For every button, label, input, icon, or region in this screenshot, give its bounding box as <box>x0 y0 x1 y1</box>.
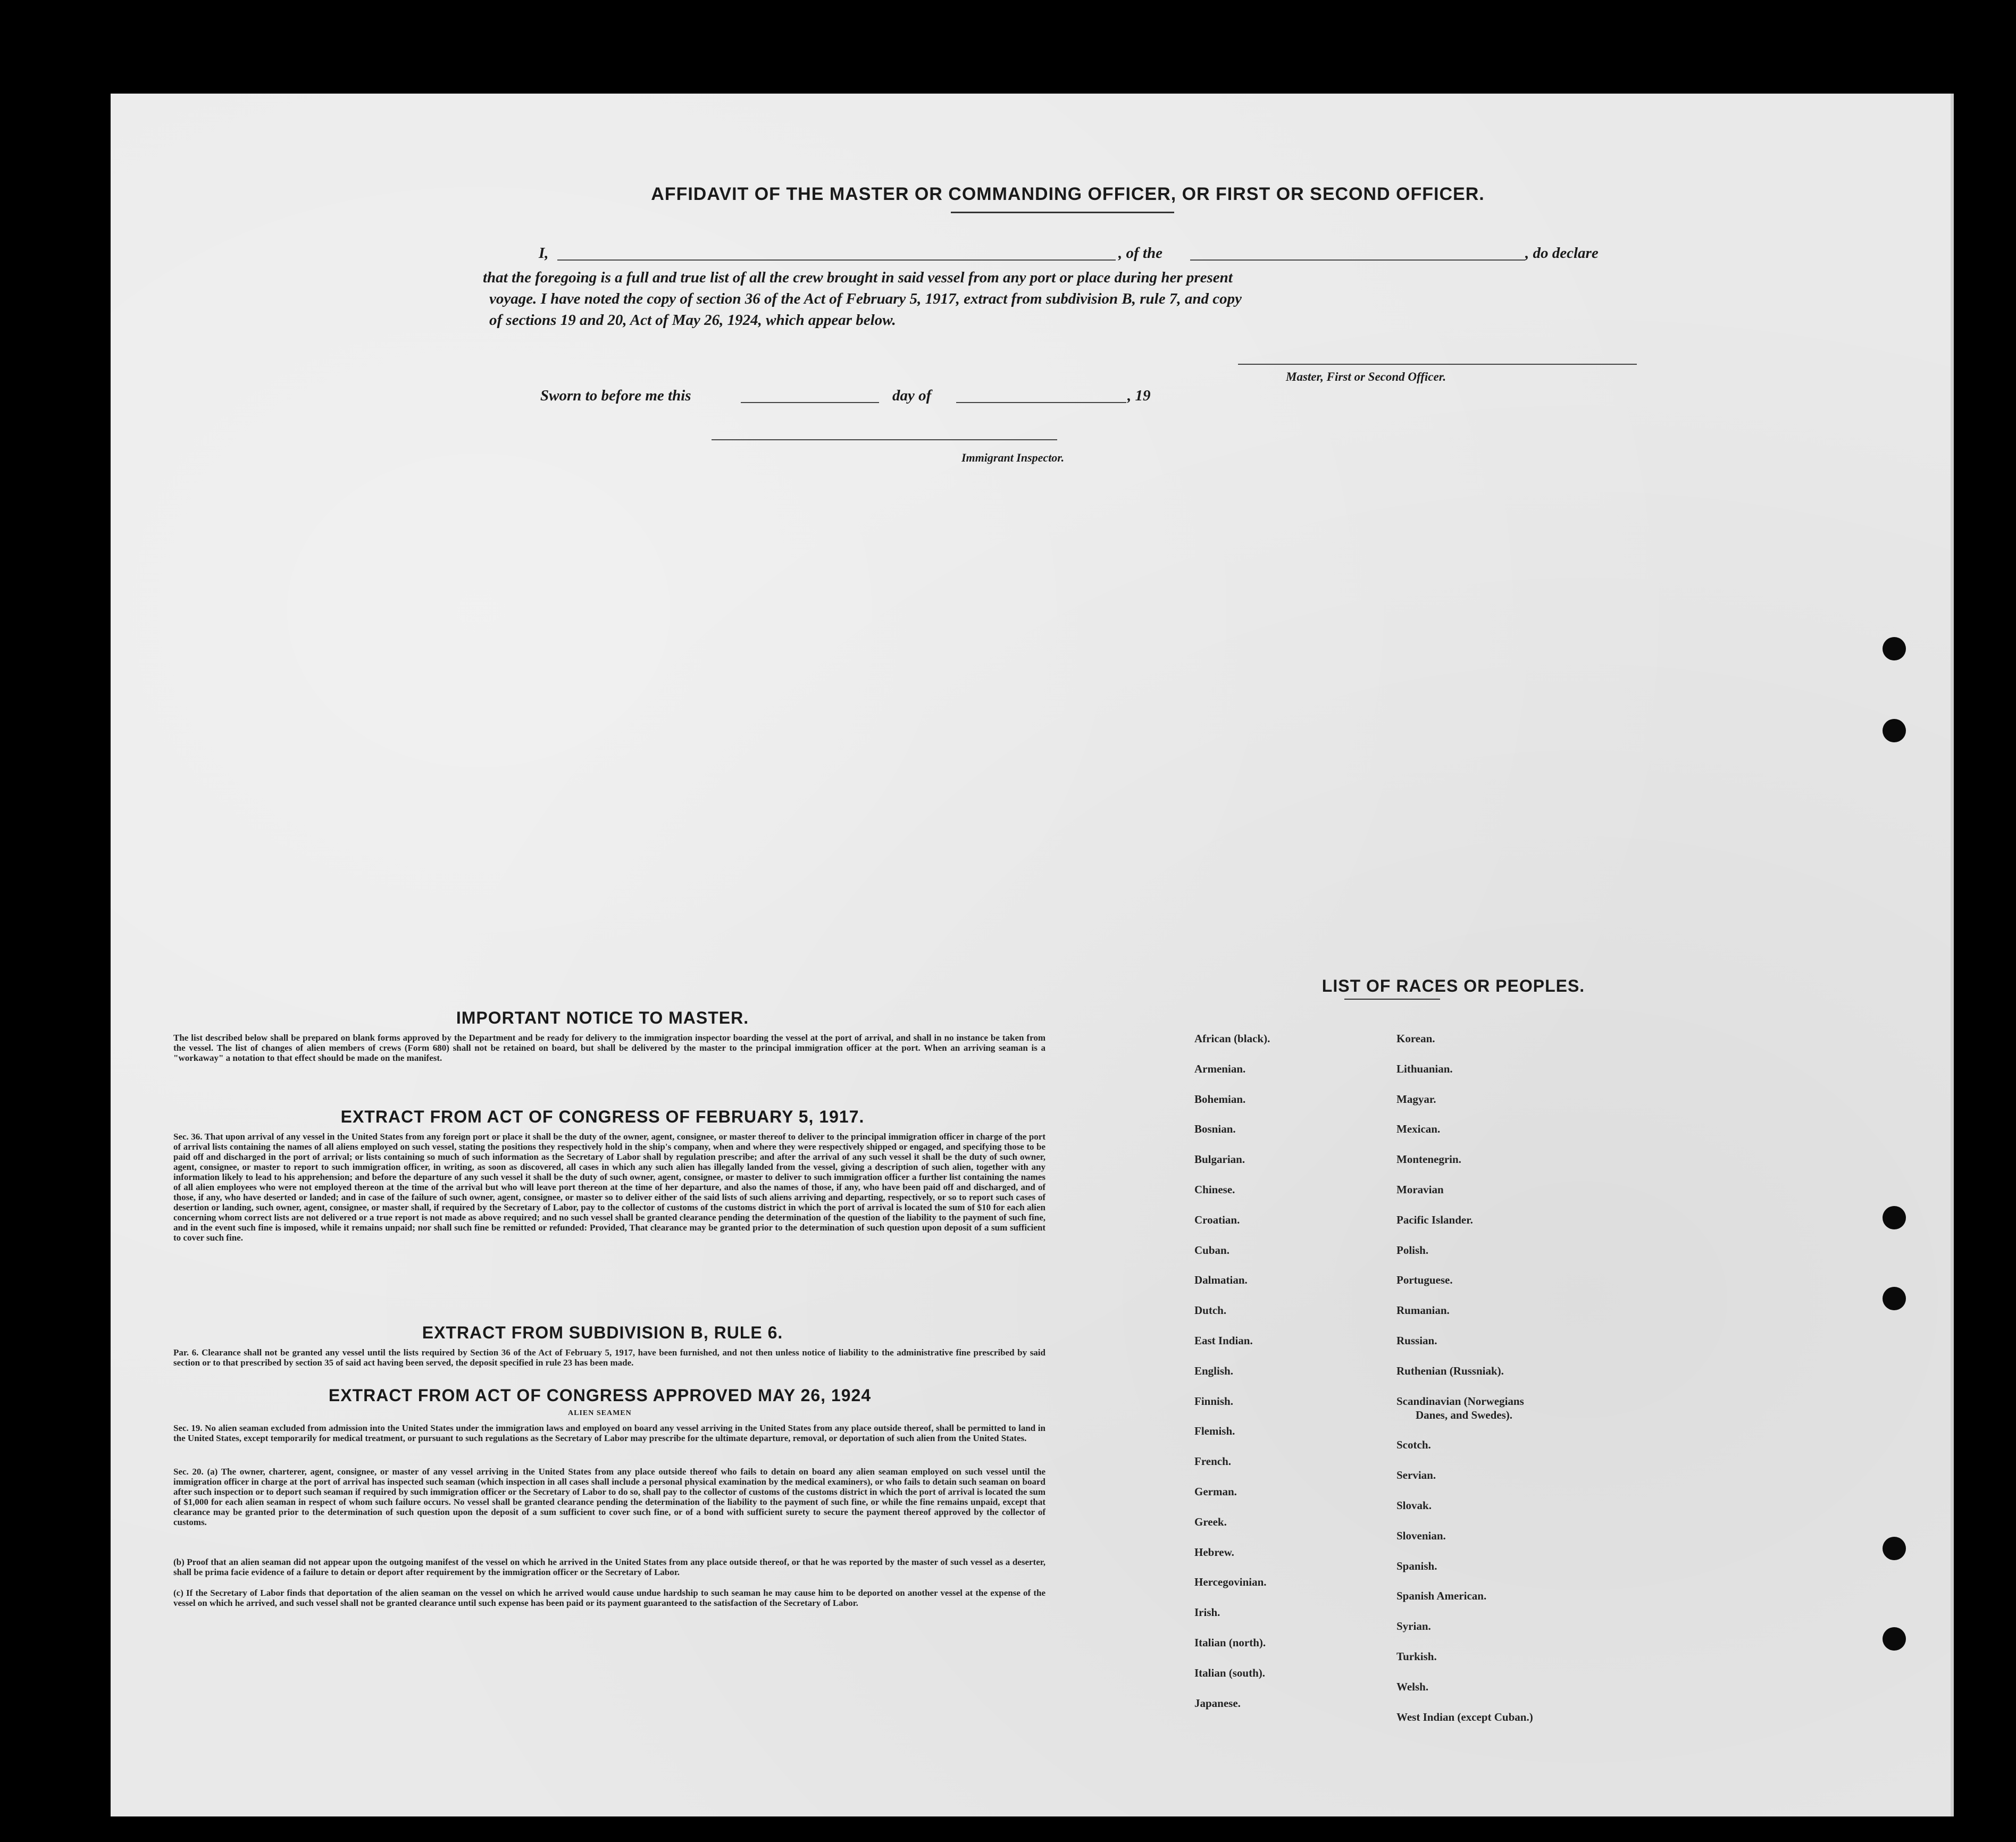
race-item: Italian (south). <box>1194 1666 1266 1679</box>
subdivision-body: Par. 6. Clearance shall not be granted any vessel until the lists required by Section 36 of the Act of February 5, 1917, have been furnished, and not then unless notice of liability to the administrative fine prescribed by said section or to that prescribed by section 35 of said act having been served, the deposit specified in rule 23 has been made. <box>173 1347 1045 1368</box>
races-title: LIST OF RACES OR PEOPLES. <box>1321 976 1585 995</box>
race-item: Croatian. <box>1194 1213 1240 1226</box>
notice-body: The list described below shall be prepared on blank forms approved by the Department and be ready for delivery to the immigration inspector boarding the vessel at the port of arrival, and shall in no instance be taken from the vessel. The list of changes of alien members of crews (Form 680) shall not be retained on board, but shall be delivered by the master to the principal immigration officer at the port. When an arriving seaman is a "workaway" a notation to that effect should be made on the manifest. <box>173 1033 1045 1063</box>
races-rule <box>1344 999 1440 1000</box>
race-item: Lithuanian. <box>1396 1062 1453 1075</box>
day-of-text: day of <box>892 387 932 404</box>
affidavit-of-the: , of the <box>1118 245 1162 262</box>
inspector-signature-line <box>712 439 1057 440</box>
notice-title: IMPORTANT NOTICE TO MASTER. <box>456 1008 749 1027</box>
race-item: Armenian. <box>1194 1062 1246 1075</box>
race-item: African (black). <box>1194 1032 1270 1045</box>
race-item: Spanish American. <box>1396 1589 1487 1603</box>
sec19-body: Sec. 19. No alien seaman excluded from admission into the United States under the immigration laws and employed on board any vessel arriving in the United States from any place outside thereof, shall be permitted to land in the United States, except temporarily for medical treatment, or pursuant to such regulations as the Secretary of Labor may prescribe for the ultimate departure, removal, or deportation of such alien from the United States. <box>173 1423 1045 1443</box>
sworn-text: Sworn to before me this <box>540 387 691 404</box>
race-item: Pacific Islander. <box>1396 1213 1473 1226</box>
race-item: Finnish. <box>1194 1394 1233 1408</box>
vessel-blank <box>1190 259 1525 261</box>
subdivision-title: EXTRACT FROM SUBDIVISION B, RULE 6. <box>422 1323 783 1342</box>
punch-hole <box>1883 1287 1906 1310</box>
sec20c-body: (c) If the Secretary of Labor finds that deportation of the alien seaman on the vessel on which he arrived would cause undue hardship to such seaman he may cause him to be deported on another vessel at the expense of the vessel on which he arrived, and such vessel shall not be granted clearance until such expense has been paid or its payment guaranteed to the satisfaction of the Secretary of Labor. <box>173 1588 1045 1608</box>
race-item: Rumanian. <box>1396 1304 1450 1317</box>
extract-1917-title: EXTRACT FROM ACT OF CONGRESS OF FEBRUARY 5, 1917. <box>340 1107 865 1126</box>
race-item: Bosnian. <box>1194 1123 1236 1136</box>
race-item: Welsh. <box>1396 1680 1429 1693</box>
race-item: Polish. <box>1396 1243 1429 1257</box>
sec20-body: Sec. 20. (a) The owner, charterer, agent, consignee, or master of any vessel arriving in the United States from any place outside thereof who fails to detain on board any alien seaman employed on such vessel until the immigration officer in charge at the port of arrival has inspected such seaman (which inspection in all cases shall include a personal physical examination by the medical examiners), or who fails to detain such seaman on board after such inspection or to deport such seaman if required by such immigration officer or the Secretary of Labor to do so, shall pay to the collector of customs of the customs district in which the port of arrival is located the sum of $1,000 for each alien seaman in respect of whom such failure occurs. No vessel shall be granted clearance pending the determination of the liability to the payment of such fine, or while the fine remains unpaid, except that clearance may be granted prior to the determination of such question upon the deposit of a sum sufficient to cover such fine, or of a bond with sufficient surety to secure the payment thereof approved by the collector of customs. <box>173 1467 1045 1527</box>
race-item: Japanese. <box>1194 1696 1241 1710</box>
race-item: Moravian <box>1396 1183 1444 1196</box>
month-blank <box>956 402 1126 403</box>
extract-1924-title: EXTRACT FROM ACT OF CONGRESS APPROVED MAY 26, 1924 <box>328 1386 872 1405</box>
race-item: Montenegrin. <box>1396 1153 1461 1166</box>
punch-hole <box>1883 1206 1906 1229</box>
extract-1924-subtitle: ALIEN SEAMEN <box>568 1409 632 1417</box>
race-item: Bohemian. <box>1194 1092 1246 1106</box>
master-label: Master, First or Second Officer. <box>1286 370 1446 383</box>
race-item: Russian. <box>1396 1334 1437 1347</box>
inspector-label: Immigrant Inspector. <box>961 451 1065 464</box>
race-item: Greek. <box>1194 1515 1227 1528</box>
race-item: Turkish. <box>1396 1650 1437 1663</box>
punch-hole <box>1883 1627 1906 1651</box>
extract-1917-body: Sec. 36. That upon arrival of any vessel in the United States from any foreign port or place it shall be the duty of the owner, agent, consignee, or master thereof to deliver to the principal immigration officer in charge of the port of arrival lists containing the names of all aliens employed on such vessel, stating the positions they respectively hold in the ship's company, when and where they were respectively shipped or engaged, and specifying those to be paid off and discharged in the port of arrival; or lists containing so much of such information as the Secretary of Labor shall by regulation prescribe; and after the arrival of any such vessel it shall be the duty of such owner, agent, consignee, or master to report to such immigration officer, in writing, as soon as discovered, all cases in which any such alien has illegally landed from the vessel, giving a description of such alien, together with any information likely to lead to his apprehension; and before the departure of any such vessel it shall be the duty of such owner, agent, consignee, or master to deliver to such immigration officer a further list containing the names of all alien employees who were not employed thereon at the time of the arrival but who will leave port thereon at the time of her departure, and also the names of those, if any, who have been paid off and discharged, and of those, if any, who have deserted or landed; and in case of the failure of such owner, agent, consignee, or master so to deliver either of the said lists of such aliens arriving and departing, respectively, or so to report such cases of desertion or landing, such owner, agent, consignee, or master shall, if required by the Secretary of Labor, pay to the collector of customs of the customs district in which the port of arrival is located the sum of $10 for each alien concerning whom correct lists are not delivered or a true report is not made as above required; and no such vessel shall be granted clearance pending the determination of the question of the liability to the payment of such fine, and in the event such fine is imposed, while it remains unpaid; nor shall such fine be remitted or refunded: Provided, That clearance may be granted prior to the determination of such question upon deposit of a sum sufficient to cover such fine. <box>173 1132 1045 1243</box>
punch-hole <box>1883 719 1906 742</box>
race-item: Ruthenian (Russniak). <box>1396 1364 1504 1377</box>
affidavit-declare: , do declare <box>1525 245 1599 262</box>
affidavit-i: I, <box>539 245 549 262</box>
race-item: Servian. <box>1396 1469 1436 1482</box>
punch-hole <box>1883 1537 1906 1560</box>
race-item: Scandinavian (Norwegians <box>1396 1394 1524 1408</box>
race-item: Portuguese. <box>1396 1274 1453 1287</box>
race-item: Slovenian. <box>1396 1529 1446 1542</box>
race-item: Slovak. <box>1396 1499 1432 1512</box>
year-text: , 19 <box>1127 387 1151 404</box>
race-item: Scotch. <box>1396 1438 1431 1452</box>
day-blank <box>741 402 879 403</box>
race-item: Hebrew. <box>1194 1545 1234 1559</box>
race-item: Dutch. <box>1194 1304 1227 1317</box>
master-signature-line <box>1238 364 1637 365</box>
affidavit-title: AFFIDAVIT OF THE MASTER OR COMMANDING OFFICER, OR FIRST OR SECOND OFFICER. <box>651 184 1485 204</box>
race-item: Spanish. <box>1396 1559 1437 1572</box>
race-item: Danes, and Swedes). <box>1416 1408 1513 1421</box>
race-item: Mexican. <box>1396 1123 1441 1136</box>
race-item: Hercegovinian. <box>1194 1576 1267 1589</box>
race-item: Flemish. <box>1194 1425 1235 1438</box>
affidavit-line-2: that the foregoing is a full and true list of all the crew brought in said vessel from any port or place during her present <box>483 269 1233 286</box>
race-item: West Indian (except Cuban.) <box>1396 1710 1533 1723</box>
race-item: Magyar. <box>1396 1092 1436 1106</box>
race-item: Cuban. <box>1194 1243 1229 1257</box>
race-item: Irish. <box>1194 1606 1220 1619</box>
name-blank <box>557 259 1116 261</box>
title-rule <box>951 212 1174 213</box>
race-item: German. <box>1194 1485 1237 1498</box>
race-item: Italian (north). <box>1194 1636 1266 1649</box>
race-item: Bulgarian. <box>1194 1153 1245 1166</box>
race-item: Syrian. <box>1396 1620 1431 1633</box>
sec20b-body: (b) Proof that an alien seaman did not appear upon the outgoing manifest of the vessel on which he arrived in the United States from any place outside thereof, or that he was reported by the master of such vessel as a deserter, shall be prima facie evidence of a failure to detain or deport after requirement by the immigration officer or the Secretary of Labor. <box>173 1557 1045 1577</box>
punch-hole <box>1883 637 1906 660</box>
race-item: East Indian. <box>1194 1334 1253 1347</box>
race-item: English. <box>1194 1364 1233 1377</box>
race-item: French. <box>1194 1455 1232 1468</box>
race-item: Dalmatian. <box>1194 1274 1248 1287</box>
affidavit-line-4: of sections 19 and 20, Act of May 26, 1924, which appear below. <box>489 312 896 329</box>
affidavit-line-3: voyage. I have noted the copy of section 36 of the Act of February 5, 1917, extract from subdivision B, rule 7, and copy <box>489 290 1242 307</box>
race-item: Chinese. <box>1194 1183 1235 1196</box>
document-sheet <box>111 94 1954 1816</box>
race-item: Korean. <box>1396 1032 1435 1045</box>
